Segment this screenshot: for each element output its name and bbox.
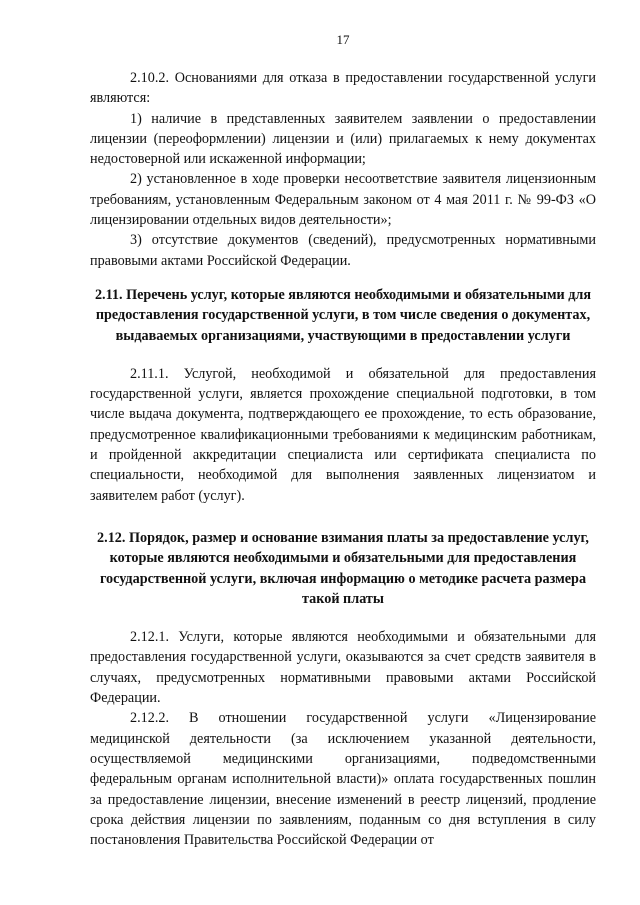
paragraph-2-12-1: 2.12.1. Услуги, которые являются необходимыми и обязательными для предоставления государственной услуги, оказываются за счет средств заявителя в случаях, предусмотренных нормативными правовыми актами Российской Федерации. (90, 629, 596, 707)
list-item-3: 3) отсутствие документов (сведений), предусмотренных нормативными правовыми актами Российской Федерации. (90, 232, 596, 269)
paragraph-2-11-1: 2.11.1. Услугой, необходимой и обязательной для предоставления государственной услуги, является прохождение специальной подготовки, в том числе выдача документа, подтверждающего ее прохождение, то есть образование, предусмотренное квалификационными требованиями к медицинским работникам, и пройденной аккредитации специалиста или сертификата специалиста по специальности, необходимой для выполнения заявленных лицензиатом и заявителем работ (услуг). (90, 365, 596, 504)
paragraph-2-10-2: 2.10.2. Основаниями для отказа в предоставлении государственной услуги являются: (90, 70, 596, 107)
page-number: 17 (336, 32, 350, 47)
list-item-2: 2) установленное в ходе проверки несоответствие заявителя лицензионным требованиям, установленным Федеральным законом от 4 мая 2011 г. № 99-ФЗ «О лицензировании отдельных видов деятельности»; (90, 171, 596, 229)
document-page (90, 32, 596, 850)
spacer (90, 506, 596, 528)
paragraph-2-12-2: 2.12.2. В отношении государственной услуги «Лицензирование медицинской деятельности (за исключением указанной деятельности, осуществляемой медицинскими организациями, подведомственными федеральным органам исполнительной власти)» оплата государственных пошлин за предоставление лицензии, внесение изменений в реестр лицензий, продление срока действия лицензии по заявлениям, поданным со дня вступления в силу постановления Правительства Российской Федерации от (90, 710, 596, 849)
section-heading-2-12: 2.12. Порядок, размер и основание взимания платы за предоставление услуг, которые являются необходимыми и обязательными для предоставления государственной услуги, включая информацию о методике расчета размера такой платы (97, 529, 589, 607)
spacer (90, 271, 596, 285)
spacer (90, 346, 596, 364)
section-heading-2-11: 2.11. Перечень услуг, которые являются необходимыми и обязательными для предоставления государственной услуги, в том числе сведения о документах, выдаваемых организациями, участвующими в предоставлении услуги (94, 286, 592, 344)
list-item-1: 1) наличие в представленных заявителем заявлении о предоставлении лицензии (переоформлении) лицензии и (или) прилагаемых к нему документах недостоверной или искаженной информации; (90, 110, 596, 168)
spacer (90, 609, 596, 627)
